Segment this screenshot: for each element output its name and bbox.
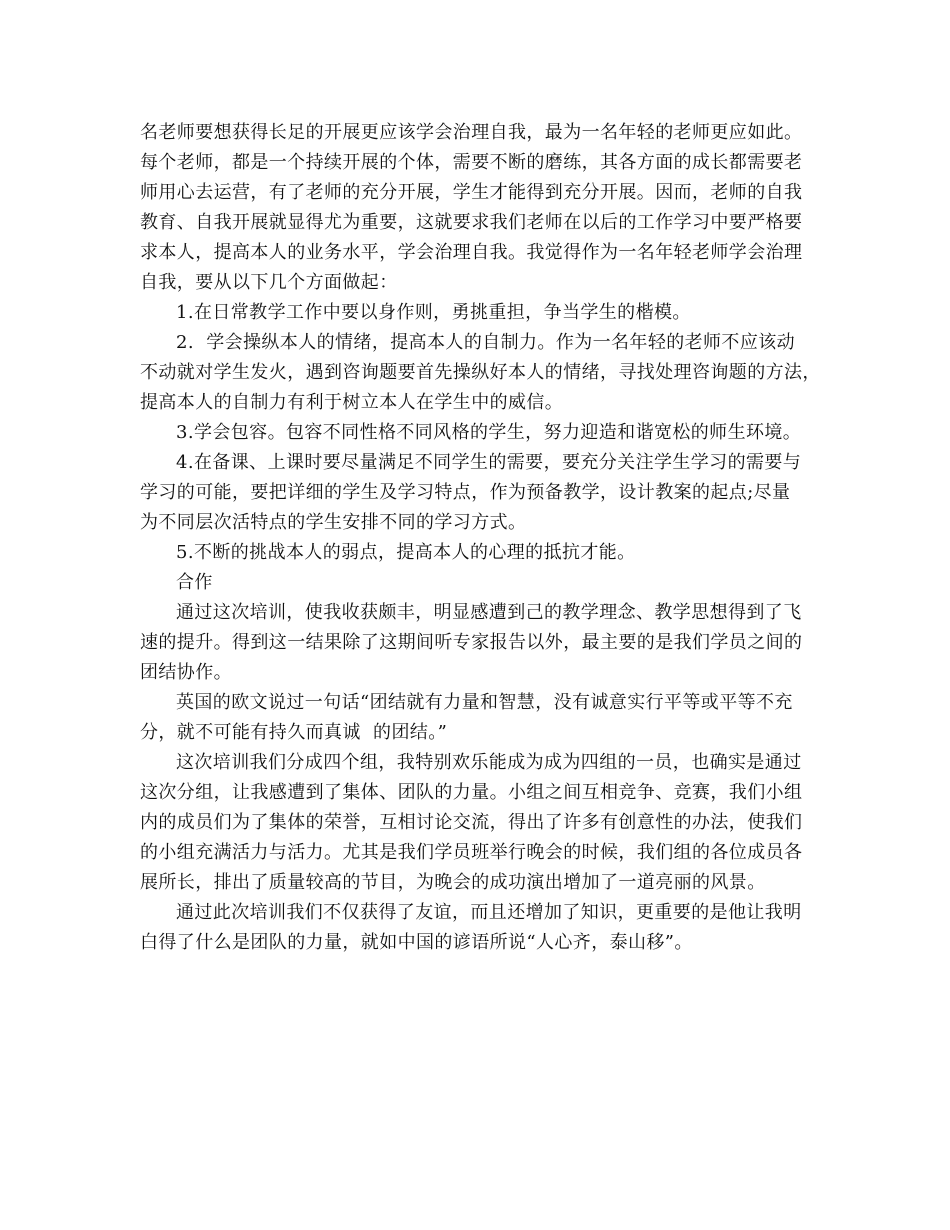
text-line: 白得了什么是团队的力量，就如中国的谚语所说“人心齐，泰山移”。 <box>140 932 693 953</box>
text-line: 团结协作。 <box>140 662 232 683</box>
list-item-1: 1.在日常教学工作中要以身作则，勇挑重担，争当学生的楷模。 <box>176 302 691 323</box>
text-line: 名老师要想获得长足的开展更应该学会治理自我，最为一名年轻的老师更应如此。 <box>140 122 803 143</box>
list-item-3: 3.学会包容。包容不同性格不同风格的学生，努力迎造和谐宽松的师生环境。 <box>176 422 802 443</box>
section-heading: 合作 <box>176 572 213 593</box>
text-line: 速的提升。得到这一结果除了这期间听专家报告以外，最主要的是我们学员之间的 <box>140 632 803 653</box>
text-line: 的小组充满活力与活力。尤其是我们学员班举行晚会的时候，我们组的各位成员各 <box>140 842 803 863</box>
text-line: 学习的可能，要把详细的学生及学习特点，作为预备教学，设计教案的起点;尽量 <box>140 482 791 503</box>
paragraph-start: 通过此次培训我们不仅获得了友谊，而且还增加了知识，更重要的是他让我明 <box>176 902 802 923</box>
text-line: 分，就不可能有持久而真诚 的团结。” <box>140 722 448 743</box>
text-line: 自我，要从以下几个方面做起： <box>140 272 398 293</box>
text-line: 这次分组，让我感遭到了集体、团队的力量。小组之间互相竞争、竞赛，我们小组 <box>140 782 803 803</box>
list-item-5: 5.不断的挑战本人的弱点，提高本人的心理的抵抗才能。 <box>176 542 636 563</box>
list-item-4: 4.在备课、上课时要尽量满足不同学生的需要，要充分关注学生学习的需要与 <box>176 452 802 473</box>
list-item-2: 2. 学会操纵本人的情绪，提高本人的自制力。作为一名年轻的老师不应该动 <box>176 332 796 353</box>
text-line: 展所长，排出了质量较高的节目，为晚会的成功演出增加了一道亮丽的风景。 <box>140 872 766 893</box>
text-line: 每个老师，都是一个持续开展的个体，需要不断的磨练，其各方面的成长都需要老 <box>140 152 803 173</box>
text-line: 不动就对学生发火，遇到咨询题要首先操纵好本人的情绪，寻找处理咨询题的方法， <box>140 362 821 383</box>
text-line: 为不同层次活特点的学生安排不同的学习方式。 <box>140 512 527 533</box>
document-body <box>140 118 821 958</box>
paragraph-start: 这次培训我们分成四个组，我特别欢乐能成为成为四组的一员，也确实是通过 <box>176 752 802 773</box>
text-line: 内的成员们为了集体的荣誉，互相讨论交流，得出了许多有创意性的办法，使我们 <box>140 812 803 833</box>
paragraph-start: 通过这次培训，使我收获颇丰，明显感遭到己的教学理念、教学思想得到了飞 <box>176 602 802 623</box>
paragraph-start: 英国的欧文说过一句话“团结就有力量和智慧，没有诚意实行平等或平等不充 <box>176 692 793 713</box>
text-line: 求本人，提高本人的业务水平，学会治理自我。我觉得作为一名年轻老师学会治理 <box>140 242 803 263</box>
text-line: 教育、自我开展就显得尤为重要，这就要求我们老师在以后的工作学习中要严格要 <box>140 212 803 233</box>
text-line: 师用心去运营，有了老师的充分开展，学生才能得到充分开展。因而，老师的自我 <box>140 182 803 203</box>
text-line: 提高本人的自制力有利于树立本人在学生中的威信。 <box>140 392 564 413</box>
